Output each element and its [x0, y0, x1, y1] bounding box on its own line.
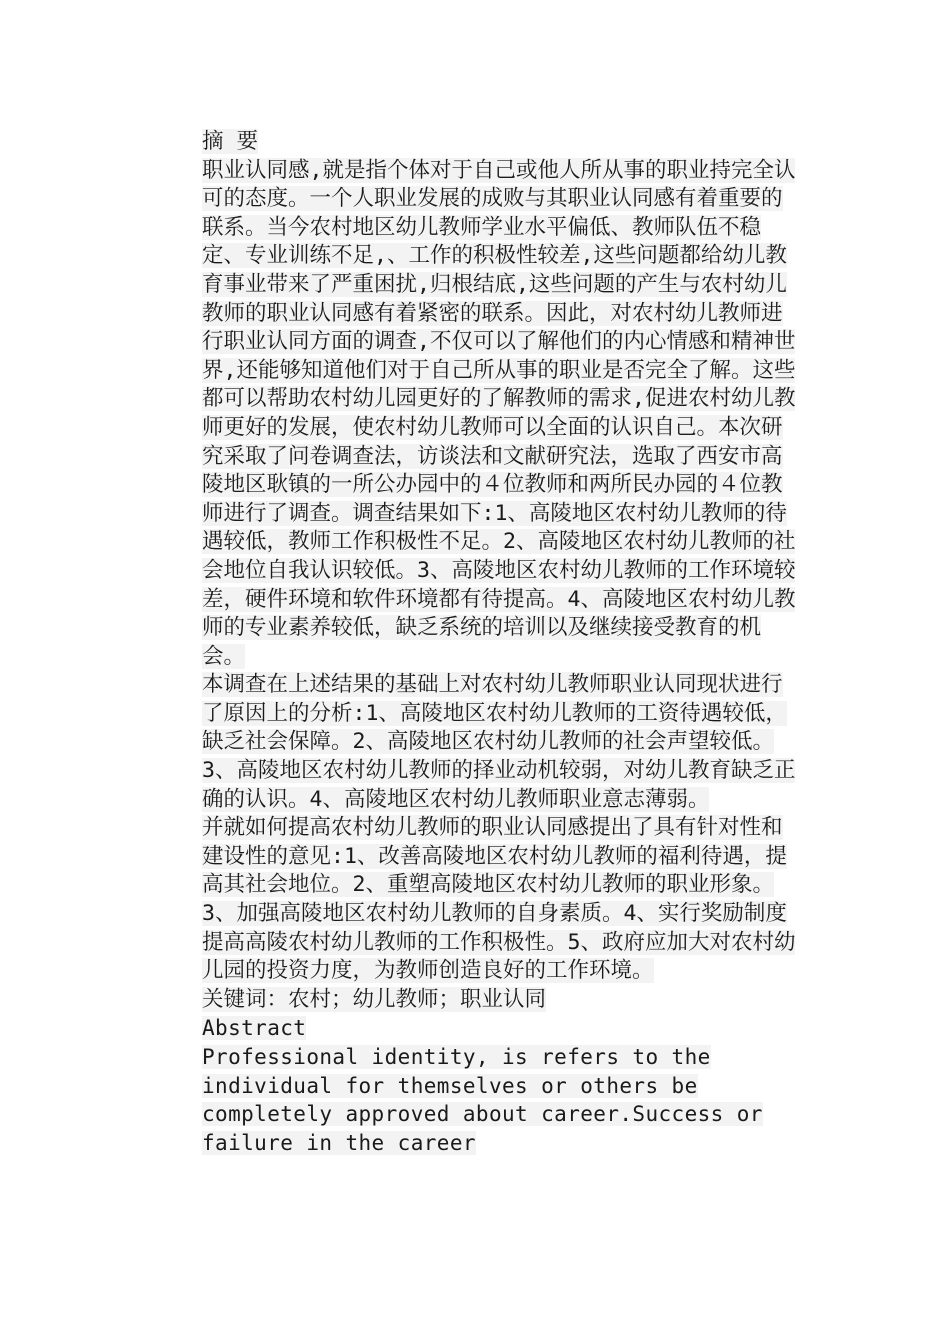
document-content — [202, 128, 802, 1157]
abstract-heading-en: Abstract — [202, 1016, 307, 1041]
abstract-paragraph-2: 本调查在上述结果的基础上对农村幼儿教师职业认同现状进行了原因上的分析:1、高陵地区农村幼儿教师的工资待遇较低，缺乏社会保障。2、高陵地区农村幼儿教师的社会声望较低。3、高陵地区农村幼儿教师的择业动机较弱，对幼儿教育缺乏正确的认识。4、高陵地区农村幼儿教师职业意志薄弱。 — [202, 672, 796, 812]
abstract-heading-cn: 摘 要 — [202, 129, 258, 154]
keywords-cn: 关键词：农村；幼儿教师；职业认同 — [202, 986, 547, 1012]
abstract-paragraph-1: 职业认同感,就是指个体对于自己或他人所从事的职业持完全认可的态度。一个人职业发展的成败与其职业认同感有着重要的联系。当今农村地区幼儿教师学业水平偏低、教师队伍不稳定、专业训练不足,、工作的积极性较差,这些问题都给幼儿教育事业带来了严重困扰,归根结底,这些问题的产生与农村幼儿教师的职业认同感有着紧密的联系。因此，对农村幼儿教师进行职业认同方面的调查,不仅可以了解他们的内心情感和精神世界,还能够知道他们对于自己所从事的职业是否完全了解。这些都可以帮助农村幼儿园更好的了解教师的需求,促进农村幼儿教师更好的发展，使农村幼儿教师可以全面的认识自己。本次研究采取了问卷调查法，访谈法和文献研究法，选取了西安市高陵地区耿镇的一所公办园中的４位教师和两所民办园的４位教师进行了调查。调查结果如下:1、高陵地区农村幼儿教师的待遇较低，教师工作积极性不足。2、高陵地区农村幼儿教师的社会地位自我认识较低。3、高陵地区农村幼儿教师的工作环境较差，硬件环境和软件环境都有待提高。4、高陵地区农村幼儿教师的专业素养较低，缺乏系统的培训以及继续接受教育的机会。 — [202, 157, 796, 669]
abstract-paragraph-en: Professional identity, is refers to the individual for themselves or others be completely approved about career.Success or failure in the career — [202, 1045, 763, 1155]
abstract-paragraph-3: 并就如何提高农村幼儿教师的职业认同感提出了具有针对性和建设性的意见:1、改善高陵地区农村幼儿教师的福利待遇，提高其社会地位。2、重塑高陵地区农村幼儿教师的职业形象。3、加强高陵地区农村幼儿教师的自身素质。4、实行奖励制度 提高高陵农村幼儿教师的工作积极性。5、政府应加大对农村幼儿园的投资力度，为教师创造良好的工作环境。 — [202, 815, 796, 984]
